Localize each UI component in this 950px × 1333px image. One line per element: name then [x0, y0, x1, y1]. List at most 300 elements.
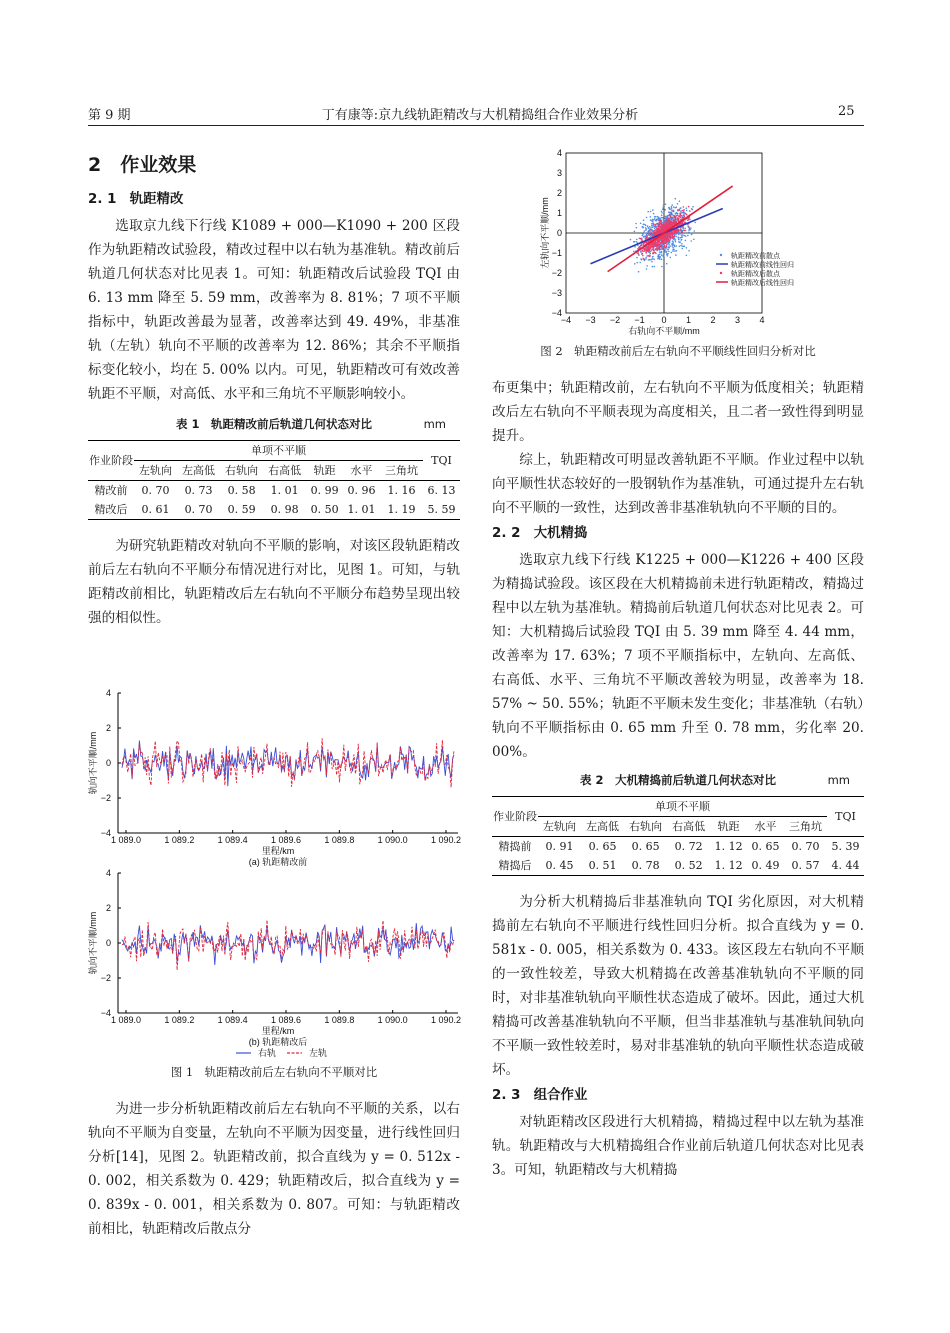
point-before — [680, 211, 682, 213]
point-before — [656, 219, 658, 221]
table2-cell: 0. 65 — [751, 840, 780, 853]
point-before — [640, 250, 642, 252]
point-after — [671, 216, 673, 218]
point-after — [670, 236, 672, 238]
table-row — [492, 856, 864, 876]
point-before — [634, 231, 636, 233]
point-before — [636, 257, 638, 259]
s21-p2: 为研究轨距精改对轨向不平顺的影响，对该区段轨距精改前后左右轨向不平顺分布情况进行对比，见图 1。可知，与轨距精改前相比，轨距精改后左右轨向不平顺分布趋势呈现出较强的相似性。 — [88, 538, 460, 626]
point-before — [646, 268, 648, 270]
point-before — [641, 259, 643, 261]
point-before — [638, 253, 640, 255]
point-after — [652, 235, 654, 237]
point-before — [669, 207, 671, 209]
x-axis-label: 里程/km — [261, 846, 295, 856]
table2-cell: 0. 70 — [791, 840, 820, 853]
table-row — [88, 500, 460, 520]
x-tick-label: 1 089.4 — [217, 835, 248, 845]
point-after — [656, 233, 658, 235]
point-before — [676, 236, 678, 238]
point-after — [656, 223, 658, 225]
point-after — [645, 250, 647, 252]
point-before — [661, 251, 663, 253]
point-after — [644, 248, 646, 250]
point-after — [640, 245, 642, 247]
point-before — [649, 226, 651, 228]
point-before — [685, 240, 687, 242]
point-before — [671, 207, 673, 209]
point-after — [646, 235, 648, 237]
point-before — [683, 246, 685, 248]
point-before — [643, 219, 645, 221]
point-after — [664, 246, 666, 248]
table1-cell: 0. 99 — [310, 484, 339, 497]
point-before — [658, 255, 660, 257]
point-after — [647, 231, 649, 233]
point-before — [663, 207, 665, 209]
point-before — [651, 261, 653, 263]
point-after — [649, 233, 651, 235]
table1-tqi: TQI — [423, 441, 460, 481]
header-rule — [88, 125, 864, 126]
subfigure-label: (a) 轨距精改前 — [248, 857, 308, 867]
legend-label: 轨距精改前散点 — [731, 253, 780, 260]
point-before — [650, 211, 652, 213]
point-after — [666, 234, 668, 236]
point-before — [679, 246, 681, 248]
point-before — [678, 234, 680, 236]
section-2-title: 2 作业效果 — [88, 154, 197, 176]
point-after — [647, 233, 649, 235]
point-after — [643, 244, 645, 246]
x-tick-label: 1 — [685, 315, 692, 325]
point-after — [649, 247, 651, 249]
point-after — [669, 240, 671, 242]
table2-tqi: TQI — [827, 797, 864, 837]
x-tick-label: 1 090.0 — [377, 1015, 408, 1025]
point-before — [652, 256, 654, 258]
table2-cell: 0. 78 — [631, 859, 660, 872]
s22-p2: 为分析大机精捣后非基准轨向 TQI 劣化原因，对大机精捣前左右轨向不平顺进行线性回归分析。拟合直线为 y = 0. 581x - 0. 005，相关系数为 0. 433。该区段左右轨向不平顺的一致性较差，导致大机精捣在改善基准轨轨向不平顺的同时，对非基准轨轨向平顺性状态造成了破坏。因此，通过大机精捣可改善基准轨轨向不平顺，但当非基准轨与基准轨间轨向不平顺一致性较差时，易对非基准轨的轨向平顺性状态造成破坏。 — [492, 894, 864, 1078]
table1-col-header: 右高低 — [263, 461, 306, 481]
point-after — [642, 258, 644, 260]
point-after — [657, 231, 659, 233]
table1 — [88, 412, 460, 520]
point-after — [650, 229, 652, 231]
legend-label: 轨距精改后散点 — [731, 271, 780, 278]
y-tick-label: −2 — [100, 793, 111, 803]
x-axis-label: 里程/km — [261, 1026, 295, 1036]
point-after — [661, 227, 663, 229]
point-before — [670, 257, 672, 259]
legend-label: 轨距精改前线性回归 — [731, 262, 794, 269]
point-after — [686, 214, 688, 216]
point-after — [679, 213, 681, 215]
point-before — [659, 257, 661, 259]
s22-title: 2. 2 大机精捣 — [492, 526, 588, 541]
point-after — [655, 248, 657, 250]
y-tick-label: −3 — [551, 288, 562, 298]
table2-col-header: 左轨向 — [538, 817, 581, 837]
point-before — [635, 223, 637, 225]
legend-swatch — [720, 254, 722, 256]
point-after — [662, 226, 664, 228]
point-before — [667, 249, 669, 251]
point-before — [686, 247, 688, 249]
y-tick-label: 2 — [105, 903, 111, 913]
point-after — [663, 223, 665, 225]
point-before — [661, 212, 663, 214]
table1-cell: 0. 70 — [141, 484, 170, 497]
point-after — [662, 231, 664, 233]
point-after — [682, 210, 684, 212]
point-before — [689, 219, 691, 221]
point-before — [672, 245, 674, 247]
point-before — [673, 215, 675, 217]
point-before — [659, 254, 661, 256]
point-before — [665, 203, 667, 205]
point-after — [670, 221, 672, 223]
point-before — [665, 251, 667, 253]
y-axis-label: 轨向不平顺/mm — [88, 731, 98, 795]
point-before — [679, 200, 681, 202]
point-before — [684, 228, 686, 230]
y-tick-label: 4 — [105, 688, 111, 698]
point-after — [648, 255, 650, 257]
table2-col-header: 左高低 — [581, 817, 624, 837]
table1-col-header: 左轨向 — [134, 461, 177, 481]
y-tick-label: 4 — [105, 868, 111, 878]
point-before — [634, 246, 636, 248]
point-after — [688, 206, 690, 208]
point-after — [679, 229, 681, 231]
point-after — [652, 246, 654, 248]
point-after — [666, 219, 668, 221]
point-after — [677, 219, 679, 221]
point-before — [680, 233, 682, 235]
point-after — [678, 224, 680, 226]
point-before — [690, 227, 692, 229]
point-before — [646, 217, 648, 219]
y-tick-label: 0 — [556, 228, 562, 238]
point-before — [680, 237, 682, 239]
point-before — [645, 229, 647, 231]
point-before — [664, 250, 666, 252]
point-after — [672, 222, 674, 224]
point-before — [658, 218, 660, 220]
point-after — [688, 226, 690, 228]
table2-cell: 5. 39 — [831, 840, 860, 853]
point-after — [648, 250, 650, 252]
point-after — [675, 219, 677, 221]
point-after — [657, 248, 659, 250]
point-after — [684, 230, 686, 232]
table1-cell: 0. 96 — [347, 484, 376, 497]
point-after — [659, 238, 661, 240]
point-before — [685, 235, 687, 237]
point-before — [682, 234, 684, 236]
y-tick-label: 3 — [556, 168, 562, 178]
point-after — [672, 210, 674, 212]
table2-cell: 0. 65 — [588, 840, 617, 853]
regression-after — [608, 186, 733, 272]
point-before — [686, 210, 688, 212]
point-before — [671, 252, 673, 254]
point-before — [654, 216, 656, 218]
point-after — [680, 231, 682, 233]
point-after — [666, 221, 668, 223]
point-before — [672, 250, 674, 252]
table2-group: 单项不平顺 — [538, 797, 827, 817]
point-before — [690, 229, 692, 231]
point-after — [677, 229, 679, 231]
s21-p3: 为进一步分析轨距精改前后左右轨向不平顺的关系，以右轨向不平顺为自变量，左轨向不平顺为因变量，进行线性回归分析[14]，见图 2。轨距精改前，拟合直线为 y = 0. 512x - 0. 002，相关系数为 0. 429；轨距精改后，拟合直线为 y = 0. 839x - 0. 001，相关系数为 0. 807。可知：与轨距精改前相比，轨距精改后散点分 — [88, 1101, 460, 1237]
point-after — [667, 223, 669, 225]
point-after — [681, 215, 683, 217]
x-tick-label: 4 — [759, 315, 765, 325]
table2-caption: 表 2 大机精捣前后轨道几何状态对比 — [579, 773, 776, 787]
point-before — [633, 251, 635, 253]
point-after — [671, 213, 673, 215]
point-after — [646, 237, 648, 239]
table1-cell: 0. 70 — [184, 503, 213, 516]
point-after — [668, 235, 670, 237]
table1-cell: 5. 59 — [427, 503, 456, 516]
legend-swatch — [720, 272, 722, 274]
x-tick-label: 1 089.4 — [217, 1015, 248, 1025]
table1-cell: 0. 98 — [270, 503, 299, 516]
point-before — [652, 230, 654, 232]
point-before — [666, 251, 668, 253]
right-column — [492, 376, 864, 1182]
table2-cell: 0. 65 — [631, 840, 660, 853]
point-before — [667, 216, 669, 218]
table1-cell: 1. 19 — [387, 503, 416, 516]
point-after — [675, 216, 677, 218]
point-before — [638, 271, 640, 273]
point-before — [645, 257, 647, 259]
x-tick-label: 1 089.8 — [324, 835, 355, 845]
point-after — [683, 206, 685, 208]
point-after — [674, 219, 676, 221]
point-after — [666, 226, 668, 228]
point-after — [664, 227, 666, 229]
y-tick-label: 4 — [556, 148, 562, 158]
point-before — [688, 232, 690, 234]
point-before — [642, 235, 644, 237]
point-before — [671, 204, 673, 206]
point-after — [671, 231, 673, 233]
point-before — [677, 203, 679, 205]
point-before — [688, 250, 690, 252]
x-tick-label: 3 — [734, 315, 741, 325]
table1-cell: 1. 01 — [270, 484, 299, 497]
point-after — [675, 229, 677, 231]
x-tick-label: 1 090.2 — [430, 835, 462, 845]
point-before — [653, 213, 655, 215]
point-before — [669, 212, 671, 214]
table2-row-label: 精捣后 — [498, 859, 532, 872]
point-before — [667, 255, 669, 257]
point-before — [652, 266, 654, 268]
table2-cell: 0. 45 — [545, 859, 574, 872]
point-before — [665, 217, 667, 219]
legend-left-label: 左轨 — [308, 1048, 328, 1058]
point-before — [646, 265, 648, 267]
y-tick-label: 1 — [556, 208, 562, 218]
point-before — [666, 263, 668, 265]
table1-col-header: 右轨向 — [220, 461, 263, 481]
table1-stage: 作业阶段 — [88, 441, 134, 481]
point-after — [666, 246, 668, 248]
point-before — [647, 225, 649, 227]
point-after — [651, 249, 653, 251]
y-tick-label: −2 — [100, 973, 111, 983]
point-after — [663, 242, 665, 244]
x-tick-label: −3 — [585, 315, 596, 325]
point-before — [684, 235, 686, 237]
point-before — [680, 207, 682, 209]
table2-col-header: 轨距 — [710, 817, 747, 837]
point-before — [678, 239, 680, 241]
point-before — [669, 245, 671, 247]
point-before — [668, 243, 670, 245]
table2-cell: 1. 12 — [714, 859, 743, 872]
point-after — [652, 232, 654, 234]
point-after — [663, 235, 665, 237]
point-before — [678, 241, 680, 243]
point-before — [651, 225, 653, 227]
header-page: 25 — [838, 104, 855, 119]
point-before — [693, 239, 695, 241]
point-before — [636, 262, 638, 264]
table2-unit: mm — [827, 773, 850, 787]
point-after — [666, 223, 668, 225]
point-before — [675, 207, 677, 209]
table2-cell: 0. 57 — [791, 859, 820, 872]
x-tick-label: 1 089.8 — [324, 1015, 355, 1025]
point-before — [675, 241, 677, 243]
point-before — [645, 235, 647, 237]
point-after — [654, 252, 656, 254]
point-before — [663, 221, 665, 223]
table2-cell: 0. 72 — [674, 840, 703, 853]
point-before — [686, 207, 688, 209]
table2-cell: 0. 49 — [751, 859, 780, 872]
point-after — [664, 245, 666, 247]
point-before — [667, 253, 669, 255]
table1-cell: 0. 59 — [227, 503, 256, 516]
point-before — [686, 255, 688, 257]
point-after — [647, 247, 649, 249]
table-row — [492, 837, 864, 857]
point-before — [647, 211, 649, 213]
point-before — [661, 266, 663, 268]
table1-group: 单项不平顺 — [134, 441, 423, 461]
point-before — [630, 239, 632, 241]
point-after — [650, 246, 652, 248]
point-after — [662, 248, 664, 250]
table1-cell: 0. 50 — [310, 503, 339, 516]
point-before — [645, 225, 647, 227]
point-before — [650, 216, 652, 218]
point-before — [645, 258, 647, 260]
table2-cell: 4. 44 — [831, 859, 860, 872]
table1-row-label: 精改后 — [94, 503, 128, 516]
point-after — [664, 222, 666, 224]
point-after — [661, 242, 663, 244]
point-after — [667, 228, 669, 230]
table1-caption: 表 1 轨距精改前后轨道几何状态对比 — [175, 417, 372, 431]
y-tick-label: −4 — [100, 1008, 111, 1018]
point-before — [681, 243, 683, 245]
table2-stage: 作业阶段 — [492, 797, 538, 837]
point-after — [677, 215, 679, 217]
point-before — [642, 226, 644, 228]
y-tick-label: 2 — [556, 188, 562, 198]
s21-p5: 综上，轨距精改可明显改善轨距不平顺。作业过程中以轨向平顺性状态较好的一股钢轨作为基准轨，可通过提升左右轨向不平顺的一致性，达到改善非基准轨轨向不平顺的目的。 — [492, 452, 864, 516]
table1-col-header: 左高低 — [177, 461, 220, 481]
y-tick-label: 0 — [105, 758, 111, 768]
point-after — [676, 232, 678, 234]
point-before — [692, 206, 694, 208]
point-before — [657, 216, 659, 218]
point-after — [652, 253, 654, 255]
point-before — [663, 204, 665, 206]
point-after — [640, 238, 642, 240]
table-row — [88, 481, 460, 501]
x-tick-label: 1 090.0 — [377, 835, 408, 845]
table2-cell: 0. 91 — [545, 840, 574, 853]
left-column — [88, 186, 460, 630]
point-before — [662, 208, 664, 210]
point-before — [644, 230, 646, 232]
s22-p1: 选取京九线下行线 K1225 + 000—K1226 + 400 区段为精捣试验段。该区段在大机精捣前未进行轨距精改，精捣过程中以左轨为基准轨。精捣前后轨道几何状态对比见表 2。可知：大机精捣后试验段 TQI 由 5. 39 mm 降至 4. 44 mm，改善率为 17. 63%；7 项不平顺指标中，左轨向、左高低、右高低、水平、三角坑不平顺改善较为明显，改善率为 18. 57% ~ 50. 55%；轨距不平顺未发生变化；非基准轨（右轨）轨向不平顺指标由 0. 65 mm 升至 0. 78 mm，劣化率 20. 00%。 — [492, 552, 864, 760]
table1-col-header: 水平 — [343, 461, 380, 481]
point-after — [684, 216, 686, 218]
point-before — [673, 206, 675, 208]
point-after — [666, 244, 668, 246]
point-before — [687, 235, 689, 237]
x-tick-label: −2 — [609, 315, 621, 325]
point-after — [677, 213, 679, 215]
point-before — [672, 240, 674, 242]
table1-cell: 1. 16 — [387, 484, 416, 497]
point-before — [660, 248, 662, 250]
table2-row-label: 精捣前 — [498, 840, 532, 853]
subfigure-label: (b) 轨距精改后 — [248, 1037, 308, 1047]
point-before — [640, 223, 642, 225]
point-after — [669, 226, 671, 228]
legend-right-label: 右轨 — [257, 1048, 277, 1058]
legend-label: 轨距精改后线性回归 — [731, 280, 794, 287]
x-tick-label: 0 — [661, 315, 667, 325]
point-before — [634, 241, 636, 243]
point-after — [659, 248, 661, 250]
point-before — [676, 250, 678, 252]
y-tick-label: 2 — [105, 723, 111, 733]
point-before — [694, 222, 696, 224]
header-issue: 第 9 期 — [88, 108, 131, 123]
point-before — [692, 209, 694, 211]
point-after — [679, 209, 681, 211]
point-before — [663, 252, 665, 254]
table2-col-header: 右高低 — [667, 817, 710, 837]
table1-unit: mm — [423, 417, 446, 431]
s21-p4: 布更集中；轨距精改前，左右轨向不平顺为低度相关；轨距精改后左右轨向不平顺表现为高度相关，且二者一致性得到明显提升。 — [492, 380, 864, 444]
point-after — [668, 218, 670, 220]
point-after — [667, 239, 669, 241]
